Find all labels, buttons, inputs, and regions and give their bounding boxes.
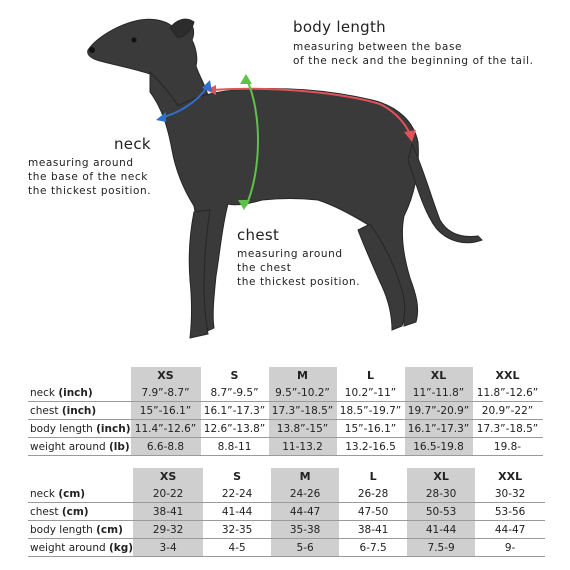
size-xl-header: XL — [405, 367, 473, 384]
table-cell: 38-41 — [339, 521, 407, 539]
header-blank — [28, 367, 131, 384]
chest-line-3: the thickest position. — [237, 276, 361, 288]
neck-title: neck — [114, 135, 151, 153]
table-cell: 8.8-11 — [201, 438, 269, 456]
size-s-header: S — [230, 369, 239, 382]
table-cell: 44-47 — [475, 521, 545, 539]
size-m-header: M — [269, 367, 337, 384]
table-cell: 50-53 — [407, 503, 475, 521]
table-cell: 7.9”-8.7” — [131, 384, 201, 402]
size-xxl-header: XXL — [495, 369, 520, 382]
table-cell: 16.1”-17.3” — [201, 402, 269, 420]
table-cell: 29-32 — [133, 521, 203, 539]
table-cell: 4-5 — [203, 539, 271, 557]
row-label: neck (inch) — [28, 384, 131, 402]
size-m-header: M — [271, 468, 339, 485]
size-xl-header: XL — [407, 468, 475, 485]
table-cell: 11-13.2 — [269, 438, 337, 456]
row-label: body length (cm) — [28, 521, 133, 539]
dog-eye — [132, 38, 137, 43]
table-cell: 13.8”-15” — [269, 420, 337, 438]
table-cell: 19.7”-20.9” — [405, 402, 473, 420]
table-cell: 17.3”-18.5” — [473, 420, 543, 438]
table-cell: 35-38 — [271, 521, 339, 539]
neck-line-1: measuring around — [28, 157, 134, 169]
table-cell: 16.5-19.8 — [405, 438, 473, 456]
table-cell: 17.3”-18.5” — [269, 402, 337, 420]
table-row — [28, 402, 543, 420]
table-row — [28, 503, 545, 521]
row-label: weight around (kg) — [28, 539, 133, 557]
row-label: chest (inch) — [28, 402, 131, 420]
table-cell: 32-35 — [203, 521, 271, 539]
size-l-header: L — [369, 470, 377, 483]
table-cell: 20-22 — [133, 485, 203, 503]
table-cell: 7.5-9 — [407, 539, 475, 557]
table-row — [28, 539, 545, 557]
table-cell: 6.6-8.8 — [131, 438, 201, 456]
table-cell: 41-44 — [407, 521, 475, 539]
row-label: neck (cm) — [28, 485, 133, 503]
table-row — [28, 384, 543, 402]
table-cell: 26-28 — [339, 485, 407, 503]
table-cell: 53-56 — [475, 503, 545, 521]
table-cell: 16.1”-17.3” — [405, 420, 473, 438]
table-cell: 9- — [475, 539, 545, 557]
chest-title: chest — [237, 226, 280, 244]
row-label: weight around (lb) — [28, 438, 131, 456]
size-table-inch — [28, 367, 543, 456]
size-xs-header: XS — [133, 468, 203, 485]
table-cell: 20.9”-22” — [473, 402, 543, 420]
neck-line-3: the thickest position. — [28, 185, 152, 197]
table-row — [28, 485, 545, 503]
table-cell: 6-7.5 — [339, 539, 407, 557]
table-cell: 15”-16.1” — [337, 420, 405, 438]
body-length-annotation — [293, 18, 534, 68]
table-cell: 11.8”-12.6” — [473, 384, 543, 402]
table-cell: 3-4 — [133, 539, 203, 557]
table-cell: 10.2”-11” — [337, 384, 405, 402]
chest-annotation — [237, 226, 360, 289]
size-xxl-header: XXL — [498, 470, 523, 483]
table-cell: 5-6 — [271, 539, 339, 557]
table-cell: 8.7”-9.5” — [201, 384, 269, 402]
table-cell: 24-26 — [271, 485, 339, 503]
table-cell: 30-32 — [475, 485, 545, 503]
chest-line-2: the chest — [237, 262, 292, 274]
neck-annotation — [28, 135, 151, 198]
table-cell: 28-30 — [407, 485, 475, 503]
size-s-header: S — [233, 470, 242, 483]
table-cell: 22-24 — [203, 485, 271, 503]
dog-nose — [89, 47, 95, 53]
table-row — [28, 521, 545, 539]
table-cell: 41-44 — [203, 503, 271, 521]
table-cell: 47-50 — [339, 503, 407, 521]
chest-line-1: measuring around — [237, 248, 343, 260]
row-label: chest (cm) — [28, 503, 133, 521]
size-header-row — [28, 367, 543, 384]
table-cell: 12.6”-13.8” — [201, 420, 269, 438]
table-row — [28, 438, 543, 456]
table-cell: 44-47 — [271, 503, 339, 521]
size-table-cm — [28, 468, 545, 557]
row-label: body length (inch) — [28, 420, 131, 438]
table-cell: 11”-11.8” — [405, 384, 473, 402]
body-length-title: body length — [293, 18, 386, 36]
table-cell: 38-41 — [133, 503, 203, 521]
table-cell: 15”-16.1” — [131, 402, 201, 420]
table-cell: 9.5”-10.2” — [269, 384, 337, 402]
size-header-row — [28, 468, 545, 485]
body-length-line-1: measuring between the base — [293, 41, 463, 53]
table-cell: 13.2-16.5 — [337, 438, 405, 456]
neck-line-2: the base of the neck — [28, 171, 148, 183]
size-xs-header: XS — [131, 367, 201, 384]
table-cell: 19.8- — [473, 438, 543, 456]
table-cell: 11.4”-12.6” — [131, 420, 201, 438]
table-cell: 18.5”-19.7” — [337, 402, 405, 420]
size-l-header: L — [366, 369, 374, 382]
table-row — [28, 420, 543, 438]
body-length-line-2: of the neck and the beginning of the tail. — [293, 55, 534, 67]
header-blank — [28, 468, 133, 485]
